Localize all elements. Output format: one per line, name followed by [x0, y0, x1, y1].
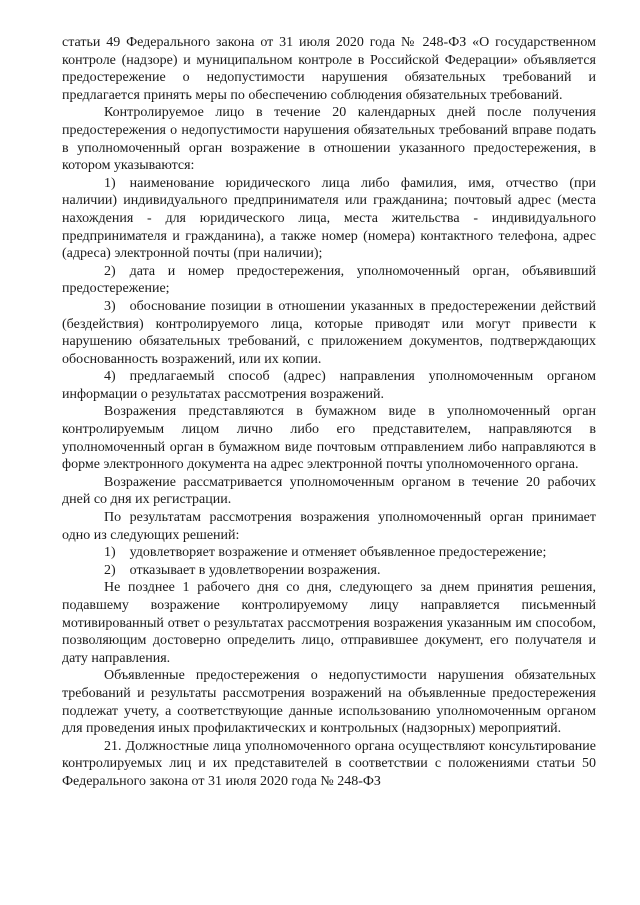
list-item: 1) удовлетворяет возражение и отменяет объявленное предостережение;: [104, 545, 547, 561]
paragraph: Контролируемое лицо в течение 20 календарных дней после получения предостережения о недопустимости нарушения обязательных требований вправе подать в уполномоченный орган возражение в отношении указанного предостережения, в котором указываются:: [62, 105, 596, 174]
paragraph: Объявленные предостережения о недопустимости нарушения обязательных требований и результаты рассмотрения возражений на объявленные предостережения подлежат учету, а соответствующие данные использованию уполномоченным органом для проведения иных профилактических и контрольных (надзорных) мероприятий.: [62, 668, 596, 737]
paragraph: 21. Должностные лица уполномоченного органа осуществляют консультирование контролируемых лиц и их представителей в соответствии с положениями статьи 50 Федерального закона от 31 июля 2020 года № 248-ФЗ: [62, 738, 596, 789]
list-item: 1) наименование юридического лица либо фамилия, имя, отчество (при наличии) индивидуального предпринимателя или гражданина; почтовый адрес (места нахождения - для юридического лица, места жительства - индивидуального предпринимателя и гражданина), а также номер (номера) контактного телефона, адрес (адреса) электронной почты (при наличии);: [62, 175, 596, 262]
paragraph: Возражение рассматривается уполномоченным органом в течение 20 рабочих дней со дня их регистрации.: [62, 474, 596, 508]
paragraph: статьи 49 Федерального закона от 31 июля 2020 года № 248-ФЗ «О государственном контроле (надзоре) и муниципальном контроле в Российской Федерации» объявляется предостережение о недопустимости нарушения обязательных требований и предлагается принять меры по обеспечению соблюдения обязательных требований.: [62, 35, 596, 103]
list-item: 2) отказывает в удовлетворении возражения.: [104, 562, 381, 578]
list-item: 3) обоснование позиции в отношении указанных в предостережении действий (бездействия) контролируемого лица, которые приводят или могут привести к нарушению обязательных требований, с приложением документов, подтверждающих обоснованность возражений, или их копии.: [62, 298, 596, 367]
document-body: [62, 34, 596, 791]
paragraph: Возражения представляются в бумажном виде в уполномоченный орган контролируемым лицом лично либо его представителем, направляются в уполномоченный орган в бумажном виде почтовым отправлением либо направляются в форме электронного документа на адрес электронной почты уполномоченного органа.: [62, 404, 596, 473]
list-item: 4) предлагаемый способ (адрес) направления уполномоченным органом информации о результатах рассмотрения возражений.: [62, 369, 596, 402]
list-item: 2) дата и номер предостережения, уполномоченный орган, объявивший предостережение;: [62, 263, 596, 297]
paragraph: Не позднее 1 рабочего дня со дня, следующего за днем принятия решения, подавшему возражение контролируемому лицу направляется письменный мотивированный ответ о результатах рассмотрения возражения указанным им способом, позволяющим достоверно определить лицо, отправившее документ, его получателя и дату направления.: [62, 580, 596, 666]
paragraph: По результатам рассмотрения возражения уполномоченный орган принимает одно из следующих решений:: [62, 510, 596, 543]
